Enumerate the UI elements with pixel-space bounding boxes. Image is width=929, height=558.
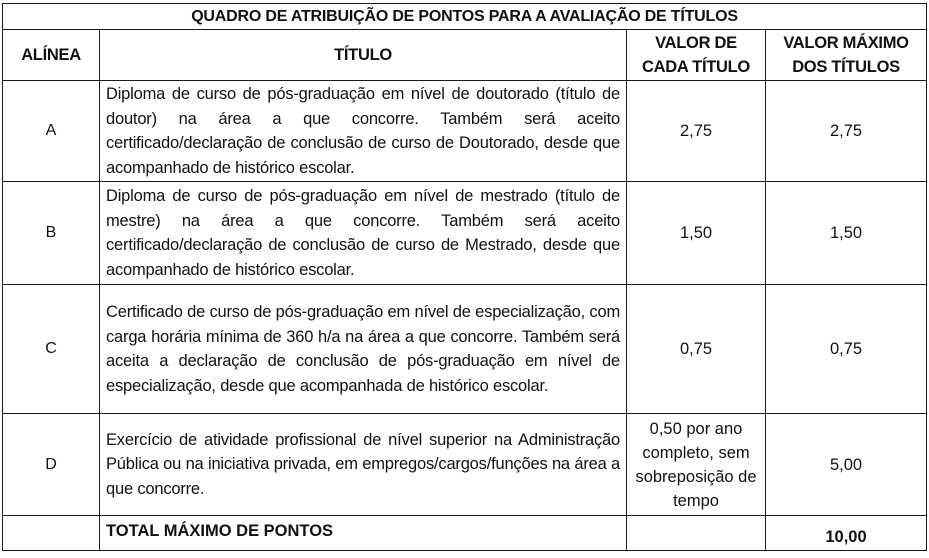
row-alinea: D <box>3 414 100 516</box>
row-titulo: Diploma de curso de pós-graduação em nível de doutorado (título de doutor) na área a que concorre. Também será aceito certificado/declaração de conclusão de curso de Doutorado, desde que acompanhado de histórico escolar. <box>100 81 627 182</box>
total-row <box>3 516 927 551</box>
total-empty-cell <box>627 516 766 551</box>
points-attribution-table <box>2 3 927 551</box>
table-header-row <box>3 30 927 81</box>
row-alinea: B <box>3 182 100 285</box>
total-empty-cell <box>3 516 100 551</box>
table-row <box>3 182 927 285</box>
row-valor-cada: 2,75 <box>627 81 766 182</box>
header-valor-maximo <box>766 30 927 81</box>
header-valor-cada-titulo <box>627 30 766 81</box>
table-row <box>3 285 927 414</box>
row-titulo: Exercício de atividade profissional de nível superior na Administração Pública ou na iniciativa privada, em empregos/cargos/funções na área a que concorre. <box>100 414 627 516</box>
total-label: TOTAL MÁXIMO DE PONTOS <box>100 516 627 551</box>
row-alinea: A <box>3 81 100 182</box>
header-valor-max-line2: DOS TÍTULOS <box>792 58 900 76</box>
table-row <box>3 414 927 516</box>
row-valor-max: 1,50 <box>766 182 927 285</box>
total-value: 10,00 <box>766 516 927 551</box>
header-valor-max-line1: VALOR MÁXIMO <box>783 34 909 52</box>
table-title: QUADRO DE ATRIBUIÇÃO DE PONTOS PARA A AVALIAÇÃO DE TÍTULOS <box>3 4 927 30</box>
header-titulo: TÍTULO <box>100 30 627 81</box>
table-title-row <box>3 4 927 30</box>
row-alinea: C <box>3 285 100 414</box>
row-titulo: Certificado de curso de pós-graduação em nível de especialização, com carga horária mínima de 360 h/a na área a que concorre. Também será aceita a declaração de conclusão de pós-graduação em nível de especialização, desde que acompanhada de histórico escolar. <box>100 285 627 414</box>
header-valor-cada-line2: CADA TÍTULO <box>642 58 750 76</box>
points-table-container <box>2 3 926 551</box>
header-valor-cada-line1: VALOR DE <box>655 34 737 52</box>
row-valor-max: 5,00 <box>766 414 927 516</box>
table-row <box>3 81 927 182</box>
row-valor-cada: 1,50 <box>627 182 766 285</box>
row-valor-cada: 0,75 <box>627 285 766 414</box>
row-valor-max: 0,75 <box>766 285 927 414</box>
row-valor-max: 2,75 <box>766 81 927 182</box>
header-alinea: ALÍNEA <box>3 30 100 81</box>
row-valor-cada: 0,50 por ano completo, sem sobreposição de tempo <box>627 414 766 516</box>
row-titulo: Diploma de curso de pós-graduação em nível de mestrado (título de mestre) na área a que concorre. Também será aceito certificado/declaração de conclusão de curso de Mestrado, desde que acompanhado de histórico escolar. <box>100 182 627 285</box>
